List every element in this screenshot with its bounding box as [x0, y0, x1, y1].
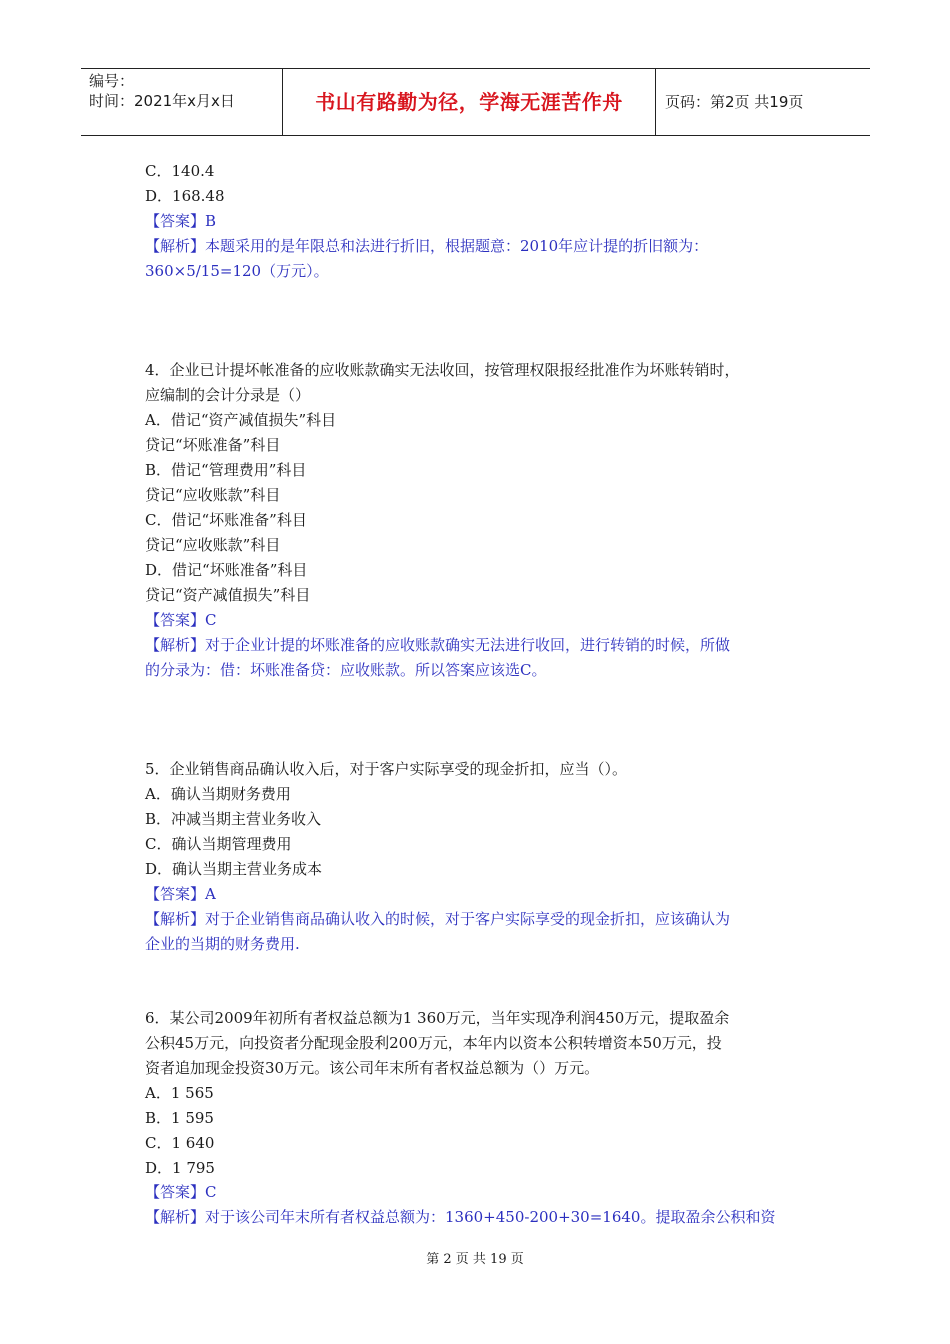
option-line: B．1 595 — [145, 1109, 214, 1127]
option-line: 贷记“应收账款”科目 — [145, 536, 281, 554]
option-line: A．确认当期财务费用 — [145, 785, 291, 803]
option-line: C．1 640 — [145, 1134, 215, 1152]
question-line: 资者追加现金投资30万元。该公司年末所有者权益总额为（）万元。 — [145, 1059, 600, 1077]
question-line: 6．某公司2009年初所有者权益总额为1 360万元，当年实现净利润450万元，提取盈余 — [145, 1009, 730, 1027]
question-line: 公积45万元，向投资者分配现金股利200万元，本年内以资本公积转增资本50万元，投 — [145, 1034, 722, 1052]
answer-line: 【答案】B — [145, 212, 217, 230]
explanation-line: 【解析】本题采用的是年限总和法进行折旧，根据题意：2010年应计提的折旧额为： — [145, 237, 709, 255]
page-header — [81, 68, 870, 136]
header-meta — [81, 69, 283, 135]
answer-line: 【答案】C — [145, 1183, 217, 1201]
option-line: D．1 795 — [145, 1159, 215, 1177]
time-label: 时间：2021年x月x日 — [89, 92, 235, 110]
option-line: B．借记“管理费用”科目 — [145, 461, 307, 479]
text-line: D．168.48 — [145, 187, 225, 205]
text-line: C．140.4 — [145, 162, 215, 180]
option-line: A．借记“资产减值损失”科目 — [145, 411, 337, 429]
option-line: D．确认当期主营业务成本 — [145, 860, 323, 878]
explanation-line: 的分录为：借：坏账准备贷：应收账款。所以答案应该选C。 — [145, 661, 547, 679]
header-motto: 书山有路勤为径，学海无涯苦作舟 — [283, 69, 656, 135]
question-line: 4．企业已计提坏帐准备的应收账款确实无法收回，按管理权限报经批准作为坏账转销时， — [145, 361, 740, 379]
option-line: B．冲减当期主营业务收入 — [145, 810, 322, 828]
option-line: D．借记“坏账准备”科目 — [145, 561, 308, 579]
answer-line: 【答案】C — [145, 611, 217, 629]
question-line: 应编制的会计分录是（） — [145, 386, 311, 404]
header-page-label: 页码：第2页 共19页 — [665, 93, 804, 111]
page-footer: 第 2 页 共 19 页 — [426, 1252, 524, 1267]
option-line: 贷记“资产减值损失”科目 — [145, 586, 311, 604]
explanation-line: 【解析】对于企业销售商品确认收入的时候，对于客户实际享受的现金折扣，应该确认为 — [145, 910, 731, 928]
explanation-line: 【解析】对于企业计提的坏账准备的应收账款确实无法进行收回，进行转销的时候，所做 — [145, 636, 731, 654]
explanation-line: 【解析】对于该公司年末所有者权益总额为：1360+450-200+30=1640。提取盈余公积和资 — [145, 1208, 776, 1226]
option-line: 贷记“应收账款”科目 — [145, 486, 281, 504]
option-line: C．借记“坏账准备”科目 — [145, 511, 307, 529]
question-line: 5．企业销售商品确认收入后，对于客户实际享受的现金折扣，应当（）。 — [145, 760, 628, 778]
number-label: 编号： — [89, 72, 135, 90]
answer-line: 【答案】A — [145, 885, 216, 903]
option-line: 贷记“坏账准备”科目 — [145, 436, 281, 454]
explanation-line: 360×5/15=120（万元）。 — [145, 262, 329, 280]
option-line: A．1 565 — [145, 1084, 214, 1102]
option-line: C．确认当期管理费用 — [145, 835, 292, 853]
explanation-line: 企业的当期的财务费用. — [145, 935, 300, 953]
